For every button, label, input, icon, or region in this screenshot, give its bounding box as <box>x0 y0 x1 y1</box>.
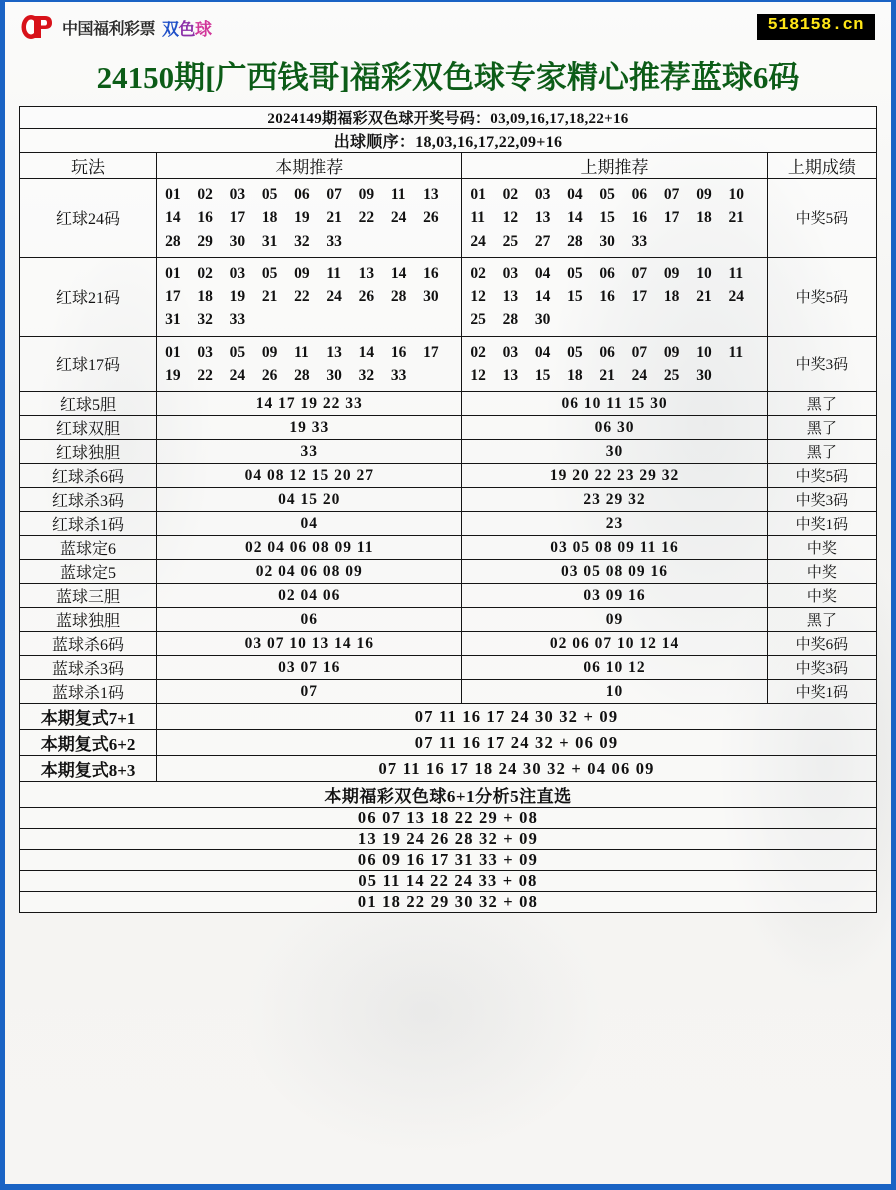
last-result-value: 中奖1码 <box>767 680 876 704</box>
analysis-numbers: 06 07 13 18 22 29 + 08 <box>20 808 877 829</box>
play-type-label: 红球21码 <box>20 257 157 336</box>
number-cell: 16 <box>390 343 407 361</box>
draw-result-row <box>20 107 877 129</box>
number-grid <box>462 179 766 257</box>
previous-recommendation: 03 09 16 <box>462 584 767 608</box>
previous-recommendation: 02 06 07 10 12 14 <box>462 632 767 656</box>
number-cell: 03 <box>197 343 213 361</box>
number-cell: 31 <box>165 311 181 329</box>
previous-recommendation: 23 <box>462 512 767 536</box>
number-cell: 06 <box>294 186 310 203</box>
last-result-value: 中奖5码 <box>767 257 876 336</box>
last-result-value: 中奖3码 <box>767 488 876 512</box>
number-cell: 17 <box>165 288 181 305</box>
cwl-logo-icon <box>21 14 55 40</box>
masthead <box>5 2 891 50</box>
number-cell: 14 <box>534 288 551 305</box>
current-recommendation: 14 17 19 22 33 <box>157 392 462 416</box>
table-row <box>20 560 877 584</box>
current-recommendation: 06 <box>157 608 462 632</box>
number-cell: 10 <box>696 343 712 361</box>
number-cell: 05 <box>599 186 615 203</box>
current-recommendation: 02 04 06 <box>157 584 462 608</box>
number-cell: 11 <box>728 264 744 282</box>
number-cell: 22 <box>197 366 213 384</box>
table-row <box>20 584 877 608</box>
previous-recommendation: 19 20 22 23 29 32 <box>462 464 767 488</box>
number-cell: 24 <box>390 209 407 227</box>
table-row <box>20 632 877 656</box>
last-result-value: 中奖6码 <box>767 632 876 656</box>
number-cell: 16 <box>599 288 615 305</box>
number-cell: 03 <box>229 264 246 282</box>
number-cell: 11 <box>326 264 342 282</box>
analysis-numbers: 06 09 16 17 31 33 + 09 <box>20 850 877 871</box>
col-header-previous: 上期推荐 <box>462 153 767 179</box>
number-cell: 24 <box>631 366 648 384</box>
table-row <box>20 464 877 488</box>
number-grid <box>462 258 766 336</box>
number-cell: 13 <box>358 264 375 282</box>
current-recommendation: 33 <box>157 440 462 464</box>
last-result-value: 中奖5码 <box>767 179 876 258</box>
col-header-last-result: 上期成绩 <box>767 153 876 179</box>
number-grid <box>157 337 461 392</box>
number-cell: 24 <box>326 288 342 305</box>
current-recommendation: 04 <box>157 512 462 536</box>
current-recommendation: 19 33 <box>157 416 462 440</box>
play-type-label: 蓝球定6 <box>20 536 157 560</box>
current-recommendation <box>157 257 462 336</box>
draw-order-row <box>20 129 877 153</box>
number-cell: 27 <box>534 232 551 250</box>
number-cell: 01 <box>165 186 181 203</box>
number-cell: 31 <box>261 232 278 250</box>
number-cell: 09 <box>696 186 712 203</box>
number-cell: 02 <box>197 264 213 282</box>
compound-row <box>20 756 877 782</box>
number-cell: 14 <box>165 209 181 227</box>
number-cell: 12 <box>502 209 519 227</box>
number-cell: 11 <box>470 209 486 227</box>
number-cell: 28 <box>294 366 310 384</box>
previous-recommendation <box>462 336 767 392</box>
number-cell: 18 <box>261 209 278 227</box>
last-result-value: 黑了 <box>767 608 876 632</box>
analysis-header-body <box>20 782 877 808</box>
analysis-row <box>20 808 877 829</box>
number-cell: 28 <box>567 232 583 250</box>
number-cell: 28 <box>502 311 519 329</box>
number-cell: 14 <box>358 343 375 361</box>
number-cell: 33 <box>631 232 648 250</box>
number-cell: 21 <box>728 209 744 227</box>
number-cell: 06 <box>599 264 615 282</box>
number-cell: 24 <box>728 288 744 305</box>
analysis-numbers: 01 18 22 29 30 32 + 08 <box>20 892 877 913</box>
number-cell: 02 <box>470 264 486 282</box>
number-cell: 13 <box>534 209 551 227</box>
number-cell: 05 <box>567 264 583 282</box>
current-recommendation: 03 07 16 <box>157 656 462 680</box>
number-cell: 19 <box>294 209 310 227</box>
last-result-value: 黑了 <box>767 416 876 440</box>
number-cell: 28 <box>165 232 181 250</box>
table-container <box>5 106 891 913</box>
prediction-rows <box>20 179 877 704</box>
number-cell: 25 <box>663 366 680 384</box>
previous-recommendation: 23 29 32 <box>462 488 767 512</box>
number-cell: 01 <box>165 264 181 282</box>
number-cell: 32 <box>358 366 375 384</box>
number-cell: 33 <box>390 366 407 384</box>
compound-numbers: 07 11 16 17 18 24 30 32 + 04 06 09 <box>157 756 877 782</box>
previous-recommendation <box>462 257 767 336</box>
table-row <box>20 512 877 536</box>
number-cell: 22 <box>294 288 310 305</box>
number-cell: 07 <box>631 264 648 282</box>
number-cell: 09 <box>663 343 680 361</box>
table-row <box>20 257 877 336</box>
number-cell: 24 <box>470 232 486 250</box>
compound-label: 本期复式7+1 <box>20 704 157 730</box>
play-type-label: 蓝球杀6码 <box>20 632 157 656</box>
number-cell: 09 <box>358 186 375 203</box>
current-recommendation: 03 07 10 13 14 16 <box>157 632 462 656</box>
number-cell: 01 <box>470 186 486 203</box>
play-type-label: 红球24码 <box>20 179 157 258</box>
number-cell: 30 <box>326 366 342 384</box>
analysis-row <box>20 892 877 913</box>
number-cell: 26 <box>423 209 439 227</box>
brand-name-cn: 中国福利彩票 <box>62 18 156 38</box>
number-cell: 30 <box>599 232 615 250</box>
compound-rows <box>20 704 877 782</box>
number-cell: 21 <box>326 209 342 227</box>
number-cell: 06 <box>631 186 648 203</box>
table-row <box>20 608 877 632</box>
column-header-row <box>20 153 877 179</box>
table-row <box>20 416 877 440</box>
number-cell: 15 <box>567 288 583 305</box>
number-cell: 02 <box>470 343 486 361</box>
analysis-row <box>20 829 877 850</box>
number-cell: 30 <box>423 288 439 305</box>
number-cell: 25 <box>470 311 486 329</box>
number-cell: 17 <box>663 209 680 227</box>
number-cell: 22 <box>358 209 375 227</box>
current-recommendation: 02 04 06 08 09 <box>157 560 462 584</box>
prediction-table <box>19 106 877 913</box>
number-cell: 26 <box>261 366 278 384</box>
table-row <box>20 392 877 416</box>
number-grid <box>157 179 461 257</box>
number-cell: 29 <box>197 232 213 250</box>
number-cell: 25 <box>502 232 519 250</box>
previous-recommendation: 30 <box>462 440 767 464</box>
number-cell: 15 <box>599 209 615 227</box>
previous-recommendation: 06 10 12 <box>462 656 767 680</box>
table-row <box>20 536 877 560</box>
previous-recommendation: 03 05 08 09 16 <box>462 560 767 584</box>
number-cell: 17 <box>229 209 246 227</box>
number-cell: 21 <box>261 288 278 305</box>
number-cell: 19 <box>229 288 246 305</box>
last-result-value: 黑了 <box>767 392 876 416</box>
number-cell: 02 <box>197 186 213 203</box>
compound-row <box>20 704 877 730</box>
number-cell: 10 <box>696 264 712 282</box>
col-header-current: 本期推荐 <box>157 153 462 179</box>
current-recommendation: 04 15 20 <box>157 488 462 512</box>
site-badge[interactable]: 518158.cn <box>757 14 875 40</box>
col-header-play: 玩法 <box>20 153 157 179</box>
last-result-value: 中奖3码 <box>767 656 876 680</box>
current-recommendation: 02 04 06 08 09 11 <box>157 536 462 560</box>
previous-recommendation: 10 <box>462 680 767 704</box>
current-recommendation <box>157 179 462 258</box>
number-cell: 11 <box>390 186 406 203</box>
analysis-numbers: 05 11 14 22 24 33 + 08 <box>20 871 877 892</box>
number-cell: 06 <box>599 343 615 361</box>
number-cell: 03 <box>229 186 246 203</box>
number-cell: 07 <box>663 186 680 203</box>
number-cell: 28 <box>390 288 407 305</box>
number-cell: 12 <box>470 366 486 384</box>
brand-game-char-1: 双 <box>162 19 179 40</box>
play-type-label: 蓝球三胆 <box>20 584 157 608</box>
last-result-value: 中奖 <box>767 560 876 584</box>
play-type-label: 红球17码 <box>20 336 157 392</box>
number-cell: 24 <box>229 366 246 384</box>
table-row <box>20 656 877 680</box>
table-body <box>20 107 877 179</box>
previous-recommendation: 06 30 <box>462 416 767 440</box>
table-row <box>20 680 877 704</box>
number-cell: 21 <box>696 288 712 305</box>
number-cell: 04 <box>567 186 583 203</box>
previous-recommendation <box>462 179 767 258</box>
number-cell: 01 <box>165 343 181 361</box>
number-cell: 17 <box>631 288 648 305</box>
number-cell: 04 <box>534 264 551 282</box>
number-cell: 05 <box>261 264 278 282</box>
previous-recommendation: 09 <box>462 608 767 632</box>
draw-order-banner: 出球顺序：18,03,16,17,22,09+16 <box>20 129 877 153</box>
previous-recommendation: 03 05 08 09 11 16 <box>462 536 767 560</box>
play-type-label: 蓝球杀3码 <box>20 656 157 680</box>
brand-logo <box>21 14 212 40</box>
number-grid <box>157 258 461 336</box>
number-cell: 16 <box>197 209 213 227</box>
number-cell: 02 <box>502 186 519 203</box>
number-cell: 13 <box>502 366 519 384</box>
number-cell: 09 <box>294 264 310 282</box>
analysis-section-header: 本期福彩双色球6+1分析5注直选 <box>20 782 877 808</box>
last-result-value: 中奖 <box>767 536 876 560</box>
number-cell: 18 <box>197 288 213 305</box>
compound-numbers: 07 11 16 17 24 32 + 06 09 <box>157 730 877 756</box>
number-cell: 32 <box>197 311 213 329</box>
number-cell: 18 <box>663 288 680 305</box>
number-cell: 15 <box>534 366 551 384</box>
number-cell: 16 <box>423 264 439 282</box>
last-result-value: 中奖1码 <box>767 512 876 536</box>
play-type-label: 蓝球独胆 <box>20 608 157 632</box>
table-row <box>20 488 877 512</box>
number-cell: 11 <box>294 343 309 361</box>
compound-label: 本期复式8+3 <box>20 756 157 782</box>
number-cell: 14 <box>390 264 407 282</box>
last-result-value: 黑了 <box>767 440 876 464</box>
number-cell: 05 <box>261 186 278 203</box>
current-recommendation: 04 08 12 15 20 27 <box>157 464 462 488</box>
play-type-label: 红球杀6码 <box>20 464 157 488</box>
number-cell: 14 <box>567 209 583 227</box>
number-cell: 11 <box>728 343 744 361</box>
play-type-label: 红球杀3码 <box>20 488 157 512</box>
number-cell: 10 <box>728 186 744 203</box>
number-cell: 33 <box>326 232 342 250</box>
number-cell: 18 <box>696 209 712 227</box>
compound-numbers: 07 11 16 17 24 30 32 + 09 <box>157 704 877 730</box>
number-cell: 30 <box>229 232 246 250</box>
brand-game-name <box>162 15 212 40</box>
number-cell: 21 <box>599 366 615 384</box>
number-cell: 13 <box>423 186 439 203</box>
last-result-value: 中奖3码 <box>767 336 876 392</box>
analysis-row <box>20 850 877 871</box>
number-cell: 30 <box>534 311 551 329</box>
table-row <box>20 179 877 258</box>
number-cell: 04 <box>534 343 551 361</box>
play-type-label: 红球杀1码 <box>20 512 157 536</box>
number-cell: 26 <box>358 288 375 305</box>
brand-game-char-2: 色 <box>178 19 196 40</box>
number-cell: 05 <box>567 343 583 361</box>
draw-result-banner: 2024149期福彩双色球开奖号码：03,09,16,17,18,22+16 <box>20 107 877 129</box>
play-type-label: 蓝球定5 <box>20 560 157 584</box>
play-type-label: 红球5胆 <box>20 392 157 416</box>
play-type-label: 红球独胆 <box>20 440 157 464</box>
number-cell: 18 <box>567 366 583 384</box>
number-cell: 13 <box>326 343 342 361</box>
number-cell: 19 <box>165 366 181 384</box>
number-cell: 05 <box>229 343 246 361</box>
number-cell: 17 <box>423 343 439 361</box>
current-recommendation <box>157 336 462 392</box>
table-row <box>20 440 877 464</box>
current-recommendation: 07 <box>157 680 462 704</box>
number-cell: 07 <box>326 186 342 203</box>
number-cell: 09 <box>663 264 680 282</box>
number-cell: 13 <box>502 288 519 305</box>
play-type-label: 红球双胆 <box>20 416 157 440</box>
analysis-row <box>20 871 877 892</box>
table-row <box>20 336 877 392</box>
analysis-rows <box>20 808 877 913</box>
number-cell: 03 <box>502 264 519 282</box>
last-result-value: 中奖 <box>767 584 876 608</box>
brand-game-char-3: 球 <box>195 19 212 40</box>
number-cell: 30 <box>696 366 712 384</box>
number-cell: 07 <box>631 343 648 361</box>
analysis-numbers: 13 19 24 26 28 32 + 09 <box>20 829 877 850</box>
number-cell: 03 <box>534 186 551 203</box>
number-cell: 16 <box>631 209 648 227</box>
play-type-label: 蓝球杀1码 <box>20 680 157 704</box>
number-cell: 03 <box>502 343 519 361</box>
previous-recommendation: 06 10 11 15 30 <box>462 392 767 416</box>
analysis-header-row <box>20 782 877 808</box>
page-title: 24150期[广西钱哥]福彩双色球专家精心推荐蓝球6码 <box>96 60 800 95</box>
compound-row <box>20 730 877 756</box>
number-cell: 12 <box>470 288 486 305</box>
last-result-value: 中奖5码 <box>767 464 876 488</box>
compound-label: 本期复式6+2 <box>20 730 157 756</box>
number-cell: 09 <box>261 343 278 361</box>
number-grid <box>462 337 766 392</box>
number-cell: 32 <box>294 232 310 250</box>
number-cell: 33 <box>229 311 246 329</box>
